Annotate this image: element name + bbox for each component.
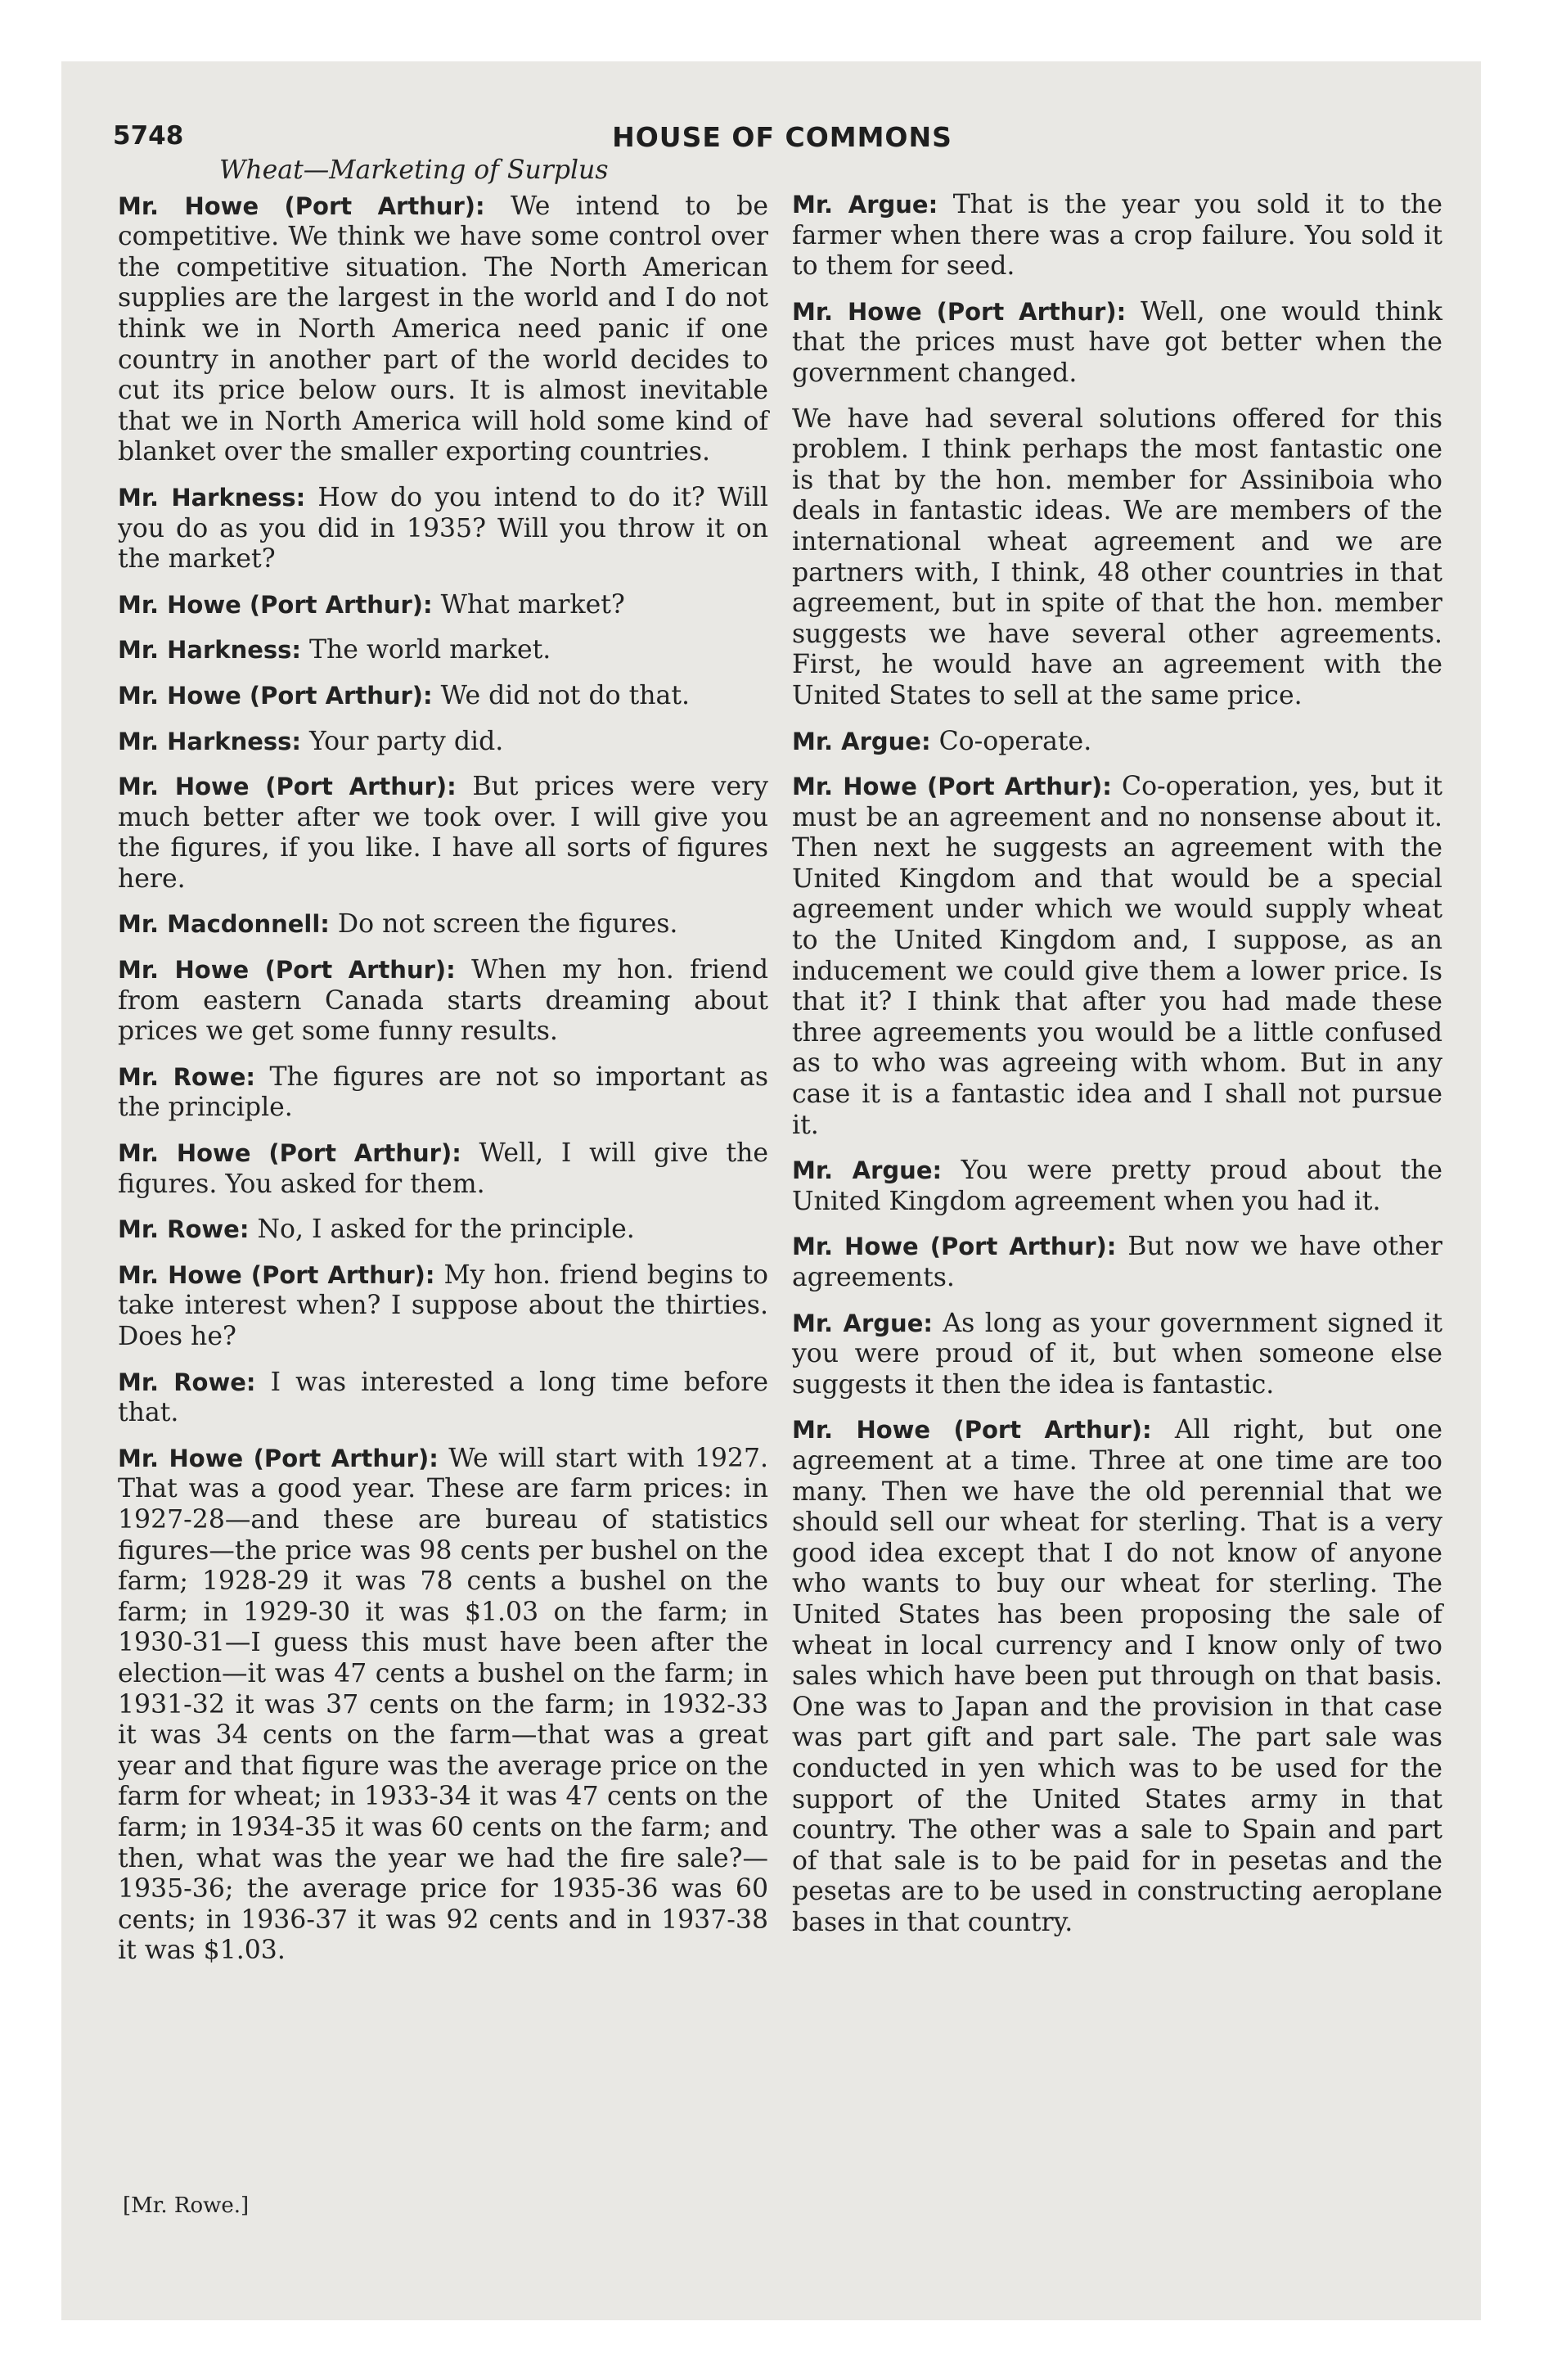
- speech-text: Well, I will give the figures. You asked for them.: [118, 1138, 768, 1199]
- speech-paragraph: [118, 1138, 768, 1200]
- page-number: 5748: [113, 121, 184, 151]
- speaker-name: Mr. Argue:: [792, 1156, 943, 1185]
- speech-text: Co-operation, yes, but it must be an agreement and no nonsense about it. Then next he suggests an agreement with the United Kingdom and that would be a special agreement under which we would supply wheat to the United Kingdom and, I suppose, as an inducement we could give them a lower price. Is that it? I think that after you had made these three agreements you would be a little confused as to who was agreeing with whom. But in any case it is a fantastic idea and I shall not pursue it.: [792, 772, 1443, 1140]
- speaker-name: Mr. Howe (Port Arthur):: [118, 590, 433, 619]
- speech-text: No, I asked for the principle.: [249, 1215, 635, 1245]
- speech-text: We will start with 1927. That was a good year. These are farm prices: in 1927-28—and these are bureau of statistics figures—the price was 98 cents per bushel on the farm; 1928-29 it was 78 cents a bushel on the farm; in 1929-30 it was $1.03 on the farm; in 1930-31—I guess this must have been after the election—it was 47 cents a bushel on the farm; in 1931-32 it was 37 cents on the farm; in 1932-33 it was 34 cents on the farm—that was a great year and that figure was the average price on the farm for wheat; in 1933-34 it was 47 cents on the farm; in 1934-35 it was 60 cents on the farm; and then, what was the year we had the fire sale?—1935-36; the average price for 1935-36 was 60 cents; in 1936-37 it was 92 cents and in 1937-38 it was $1.03.: [118, 1443, 768, 1966]
- speech-text: Your party did.: [301, 726, 504, 756]
- speaker-name: Mr. Rowe:: [118, 1215, 250, 1244]
- footer-speaker-note: [Mr. Rowe.]: [123, 2193, 250, 2218]
- speech-paragraph: [792, 1156, 1442, 1217]
- speech-paragraph: [118, 1444, 768, 1967]
- speaker-name: Mr. Howe (Port Arthur):: [118, 1444, 439, 1472]
- speech-text: I was interested a long time before that.: [118, 1367, 769, 1428]
- speech-paragraph: [118, 772, 768, 895]
- speech-text: But now we have other agreements.: [792, 1232, 1442, 1292]
- speech-paragraph: [792, 1232, 1442, 1293]
- speech-paragraph: [118, 1215, 768, 1246]
- speech-paragraph: [792, 404, 1442, 712]
- speech-paragraph: [792, 297, 1442, 390]
- speech-text: You were pretty proud about the United Kingdom agreement when you had it.: [792, 1156, 1443, 1216]
- speaker-name: Mr. Howe (Port Arthur):: [118, 681, 433, 710]
- speech-paragraph: [118, 681, 768, 712]
- speech-paragraph: [792, 1309, 1442, 1401]
- speech-paragraph: [792, 1415, 1442, 1938]
- speech-text: The world market.: [301, 635, 551, 665]
- speaker-name: Mr. Macdonnell:: [118, 910, 330, 939]
- speech-text: Do not screen the figures.: [329, 909, 678, 940]
- speech-text: All right, but one agreement at a time. Three at one time are too many. Then we have the old perennial that we should sell our wheat for sterling. That is a very good idea except that I do not know of anyone who wants to buy our wheat for sterling. The United States has been proposing the sale of wheat in local currency and I know only of two sales which have been put through on that basis. One was to Japan and the provision in that case was part gift and part sale. The part sale was conducted in yen which was to be used for the support of the United States army in that country. The other was a sale to Spain and part of that sale is to be paid for in pesetas and the pesetas are to be used in constructing aeroplane bases in that country.: [792, 1415, 1442, 1937]
- speech-text: How do you intend to do it? Will you do as you did in 1935? Will you throw it on the market?: [118, 482, 768, 575]
- speech-paragraph: [118, 1368, 768, 1429]
- running-title: HOUSE OF COMMONS: [612, 121, 952, 153]
- right-column: [792, 190, 1442, 1953]
- speech-text: What market?: [432, 589, 625, 620]
- speaker-name: Mr. Howe (Port Arthur):: [118, 192, 485, 220]
- speaker-name: Mr. Argue:: [792, 191, 938, 219]
- page-header: [113, 121, 1451, 159]
- speech-text: But prices were very much better after we took over. I will give you the figures, if you like. I have all sorts of figures here.: [118, 772, 768, 894]
- speech-text: We intend to be competitive. We think we have some control over the competitive situation. The North American supplies are the largest in the world and I do not think we in North America need panic if one country in another part of the world decides to cut its price below ours. It is almost inevitable that we in North America will hold some kind of blanket over the smaller exporting countries.: [118, 191, 768, 467]
- speech-text: We did not do that.: [432, 680, 690, 710]
- speech-paragraph: [792, 727, 1442, 758]
- speaker-name: Mr. Argue:: [792, 727, 931, 755]
- speaker-name: Mr. Harkness:: [118, 727, 301, 755]
- speaker-name: Mr. Argue:: [792, 1309, 933, 1337]
- speaker-name: Mr. Howe (Port Arthur):: [792, 773, 1112, 801]
- speaker-name: Mr. Harkness:: [118, 483, 306, 512]
- left-column: [118, 156, 768, 1981]
- speaker-name: Mr. Howe (Port Arthur):: [118, 1139, 461, 1168]
- speaker-name: Mr. Howe (Port Arthur):: [792, 1233, 1117, 1261]
- speech-paragraph: [118, 483, 768, 575]
- speech-paragraph: [118, 1260, 768, 1353]
- speech-text: We have had several solutions offered for this problem. I think perhaps the most fantastic one is that by the hon. member for Assiniboia who deals in fantastic ideas. We are members of the international wheat agreement and we are partners with, I think, 48 other countries in that agreement, but in spite of that the hon. member suggests we have several other agreements. First, he would have an agreement with the United States to sell at the same price.: [792, 403, 1442, 710]
- speaker-name: Mr. Howe (Port Arthur):: [118, 773, 457, 801]
- speaker-name: Mr. Howe (Port Arthur):: [792, 1416, 1152, 1445]
- section-subhead: Wheat—Marketing of Surplus: [219, 156, 609, 185]
- speech-paragraph: [118, 635, 768, 666]
- speaker-name: Mr. Howe (Port Arthur):: [792, 297, 1127, 326]
- speech-paragraph: [792, 772, 1442, 1141]
- speech-paragraph: [118, 727, 768, 758]
- speech-text: My hon. friend begins to take interest when? I suppose about the thirties. Does he?: [118, 1260, 768, 1351]
- speech-text: Co-operate.: [930, 726, 1092, 756]
- speech-text: The figures are not so important as the principle.: [118, 1062, 768, 1123]
- speech-text: Well, one would think that the prices must have got better when the government changed.: [792, 296, 1442, 388]
- speaker-name: Mr. Rowe:: [118, 1062, 255, 1091]
- speech-paragraph: [792, 190, 1442, 282]
- speaker-name: Mr. Howe (Port Arthur):: [118, 956, 456, 985]
- speaker-name: Mr. Howe (Port Arthur):: [118, 1260, 435, 1289]
- speech-text: That is the year you sold it to the farmer when there was a crop failure. You sold it to them for seed.: [792, 190, 1442, 282]
- speech-text: As long as your government signed it you were proud of it, but when someone else suggests it then the idea is fantastic.: [792, 1308, 1442, 1400]
- speech-paragraph: [118, 590, 768, 621]
- speech-text: When my hon. friend from eastern Canada starts dreaming about prices we get some funny results.: [118, 955, 769, 1047]
- speaker-name: Mr. Harkness:: [118, 636, 301, 665]
- speech-paragraph: [118, 955, 768, 1048]
- speech-paragraph: [118, 909, 768, 940]
- speech-paragraph: [118, 1062, 768, 1124]
- speaker-name: Mr. Rowe:: [118, 1368, 256, 1396]
- speech-paragraph: [118, 192, 768, 468]
